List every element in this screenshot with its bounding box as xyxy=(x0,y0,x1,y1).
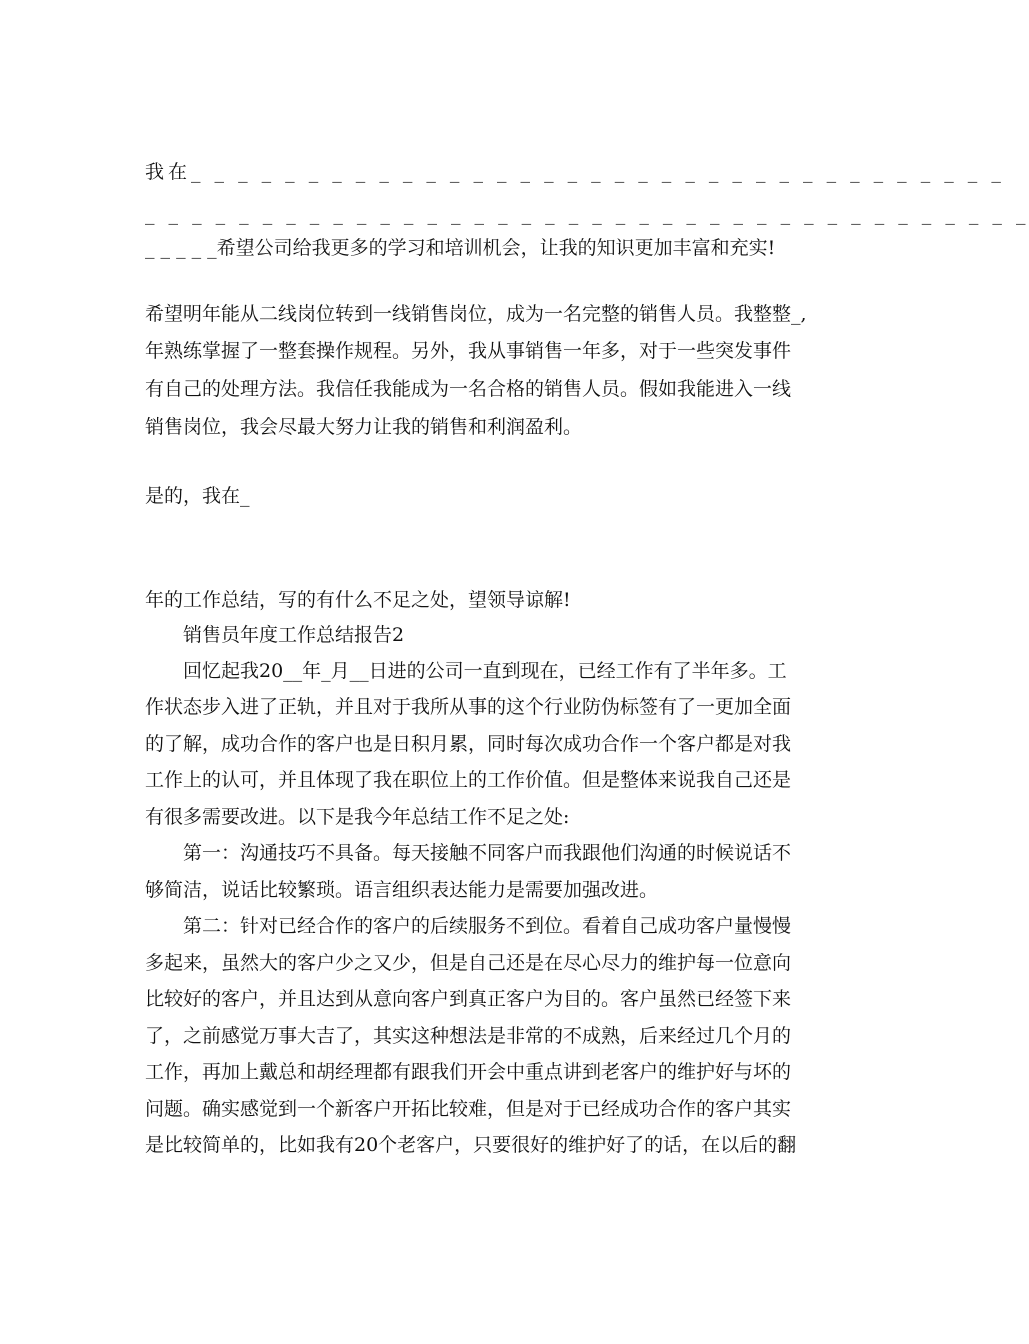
text-line: 作状态步入进了正轨，并且对于我所从事的这个行业防伪标签有了一更加全面 xyxy=(145,696,792,718)
text-line: 问题。确实感觉到一个新客户开拓比较难，但是对于已经成功合作的客户其实 xyxy=(145,1098,792,1120)
section-heading: 销售员年度工作总结报告2 xyxy=(183,624,405,646)
text-line: 了，之前感觉万事大吉了，其实这种想法是非常的不成熟，后来经过几个月的 xyxy=(145,1025,792,1047)
text-line: 有很多需要改进。以下是我今年总结工作不足之处: xyxy=(145,806,570,828)
text-line: 够简洁，说话比较繁琐。语言组织表达能力是需要加强改进。 xyxy=(145,879,659,901)
text-line: _ _ _ _ _希望公司给我更多的学习和培训机会，让我的知识更加丰富和充实! xyxy=(145,237,776,259)
text-line: 工作上的认可，并且体现了我在职位上的工作价值。但是整体来说我自己还是 xyxy=(145,769,792,791)
text-line: 多起来，虽然大的客户少之又少，但是自己还是在尽心尽力的维护每一位意向 xyxy=(145,952,792,974)
text-line: 回忆起我20__年_月__日进的公司一直到现在，已经工作有了半年多。工 xyxy=(183,660,787,682)
text-line: 工作，再加上戴总和胡经理都有跟我们开会中重点讲到老客户的维护好与坏的 xyxy=(145,1061,792,1083)
text-line: 我在_ _ _ _ _ _ _ _ _ _ _ _ _ _ _ _ _ _ _ _ _ _ _ _ _ _ _ _ _ _ _ _ _ _ _ xyxy=(145,161,1005,183)
text-line: 比较好的客户，并且达到从意向客户到真正客户为目的。客户虽然已经签下来 xyxy=(145,988,792,1010)
text-line: _ _ _ _ _ _ _ _ _ _ _ _ _ _ _ _ _ _ _ _ _ _ _ _ _ _ _ _ _ _ _ _ _ _ _ _ _ _ xyxy=(145,203,1029,225)
text-line: 年熟练掌握了一整套操作规程。另外，我从事销售一年多，对于一些突发事件 xyxy=(145,340,792,362)
text-line: 是的，我在_ xyxy=(145,485,250,507)
text-line: 有自己的处理方法。我信任我能成为一名合格的销售人员。假如我能进入一线 xyxy=(145,378,792,400)
text-line: 的了解，成功合作的客户也是日积月累，同时每次成功合作一个客户都是对我 xyxy=(145,733,792,755)
text-line: 是比较简单的，比如我有20个老客户，只要很好的维护好了的话，在以后的翻 xyxy=(145,1134,797,1156)
text-line: 销售岗位，我会尽最大努力让我的销售和利润盈利。 xyxy=(145,416,583,438)
text-line: 第二：针对已经合作的客户的后续服务不到位。看着自己成功客户量慢慢 xyxy=(183,915,792,937)
text-line: 第一：沟通技巧不具备。每天接触不同客户而我跟他们沟通的时候说话不 xyxy=(183,842,792,864)
text-line: 希望明年能从二线岗位转到一线销售岗位，成为一名完整的销售人员。我整整_, xyxy=(145,303,807,325)
text-line: 年的工作总结，写的有什么不足之处，望领导谅解! xyxy=(145,589,571,611)
